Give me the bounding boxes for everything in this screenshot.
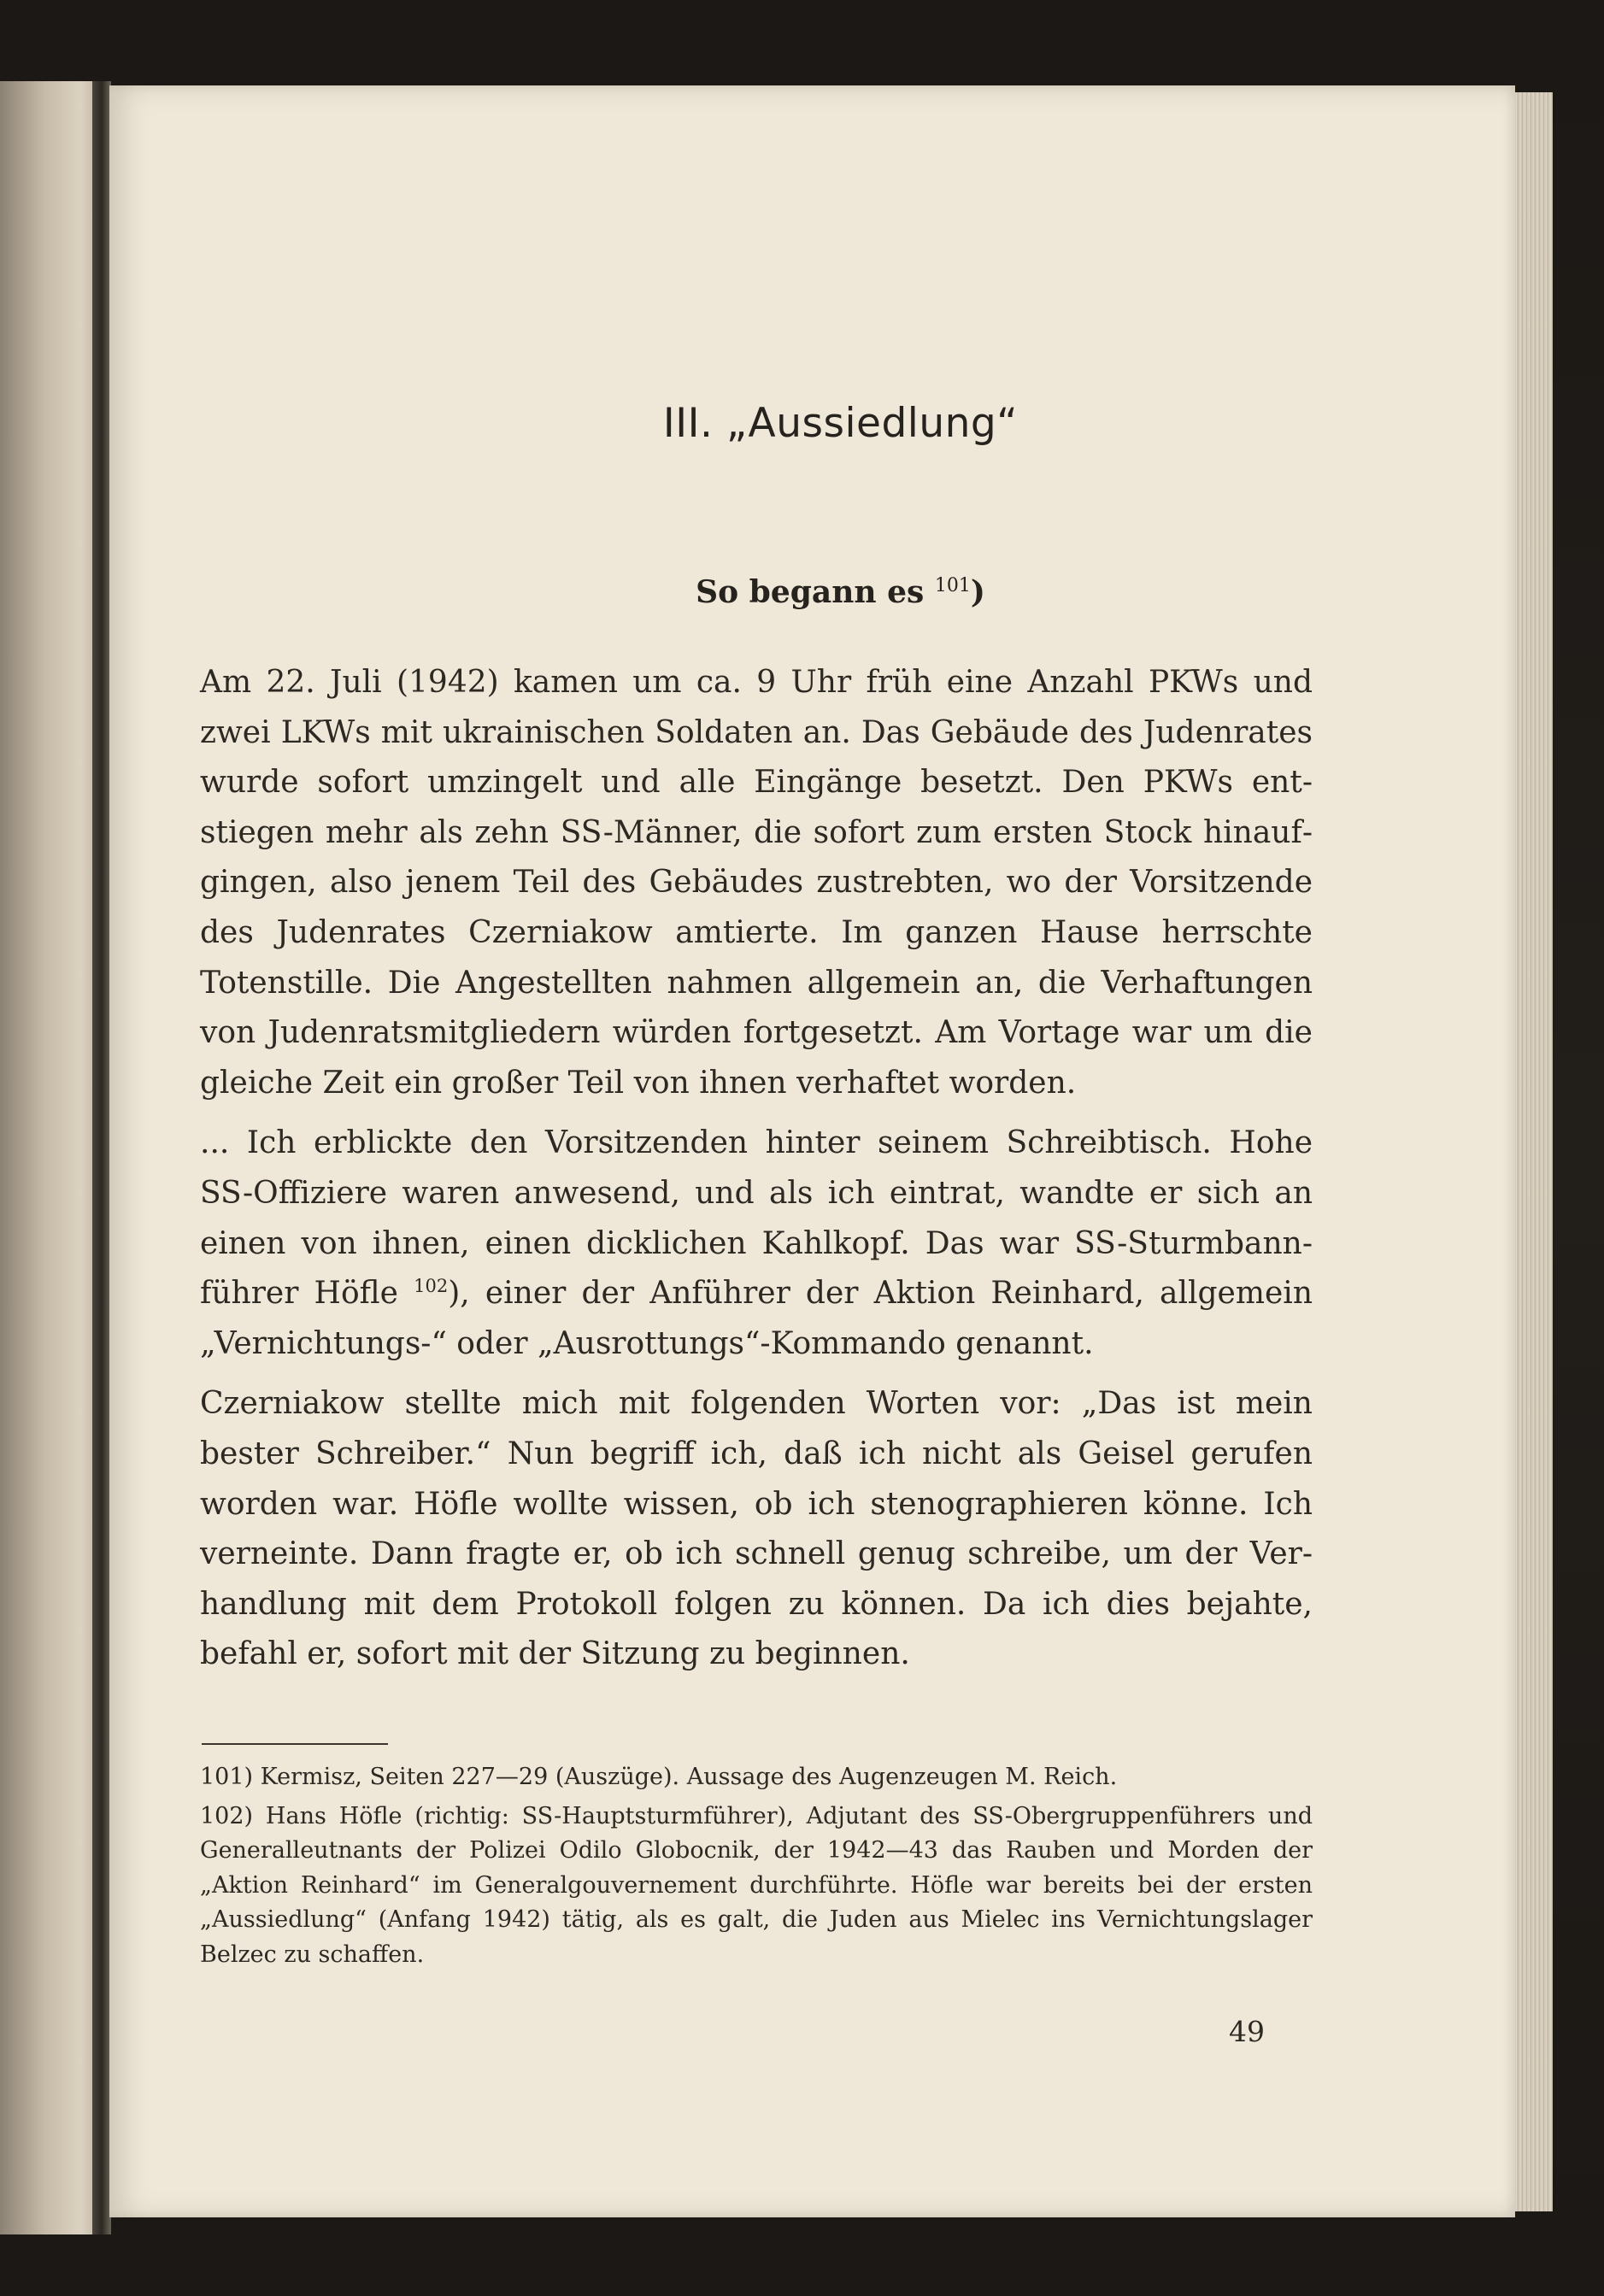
paragraph-1: Am 22. Juli (1942) kamen um ca. 9 Uhr früh eine Anzahl PKWs und zwei LKWs mit ukrainischen Soldaten an. Das Gebäude des Judenrates wurde sofort umzingelt und alle Eingänge besetzt. Den PKWs entstiegen mehr als zehn SS-Männer, die sofort zum ersten Stock hinaufgingen, also jenem Teil des Gebäudes zustrebten, wo der Vorsitzende des Judenrates Czerniakow amtierte. Im ganzen Hause herrschte Totenstille. Die Angestellten nahmen allgemein an, die Verhaftungen von Judenratsmitgliedern würden fortgesetzt. Am Vortage war um die gleiche Zeit ein großer Teil von ihnen verhaftet worden. bbox=[200, 665, 1313, 1101]
footnote-ref-102: 102 bbox=[414, 1276, 449, 1297]
page-number: 49 bbox=[1229, 2015, 1265, 2048]
footnotes bbox=[200, 1760, 1313, 1976]
body-text bbox=[200, 658, 1313, 1690]
paragraph-2-start: ... Ich erblickte den Vorsitzenden hinter seinem Schreibtisch. Hohe SS-Offiziere waren anwesend, und als ich eintrat, wandte er sich an einen von ihnen, einen dicklichen Kahlkopf. Das war SS-Sturmbannführer Höfle bbox=[200, 1125, 1313, 1312]
footnote-102: 102) Hans Höfle (richtig: SS-Hauptsturmführer), Adjutant des SS-Obergruppenführers und Generalleutnants der Polizei Odilo Globocnik, der 1942—43 das Rauben und Morden der „Aktion Reinhard“ im Generalgouvernement durchführte. Höfle war bereits bei der ersten „Aussiedlung“ (Anfang 1942) tätig, als es galt, die Juden aus Mielec ins Vernichtungslager Belzec zu schaffen. bbox=[200, 1802, 1313, 1968]
footnote-divider bbox=[202, 1743, 388, 1745]
paragraph-2-end: ), einer der Anführer der Aktion Reinhard, allgemein „Vernichtungs-“ oder „Ausrottungs“-Kommando genannt. bbox=[200, 1276, 1313, 1361]
footnote-101: 101) Kermisz, Seiten 227—29 (Auszüge). Aussage des Augenzeugen M. Reich. bbox=[200, 1764, 1118, 1790]
footnote-ref-101: 101 bbox=[934, 575, 971, 596]
section-ref-close: ) bbox=[970, 574, 985, 610]
section-heading-text: So begann es bbox=[696, 574, 925, 610]
section-heading bbox=[0, 574, 1604, 610]
paragraph-2 bbox=[200, 1119, 1313, 1369]
paragraph-3: Czerniakow stellte mich mit folgenden Worten vor: „Das ist mein bester Schreiber.“ Nun begriff ich, daß ich nicht als Geisel gerufen worden war. Höfle wollte wissen, ob ich stenographieren könne. Ich verneinte. Dann fragte er, ob ich schnell genug schreibe, um der Verhandlung mit dem Protokoll folgen zu können. Da ich dies bejahte, befahl er, sofort mit der Sitzung zu beginnen. bbox=[200, 1386, 1313, 1672]
chapter-title: III. „Aussiedlung“ bbox=[662, 400, 1019, 447]
